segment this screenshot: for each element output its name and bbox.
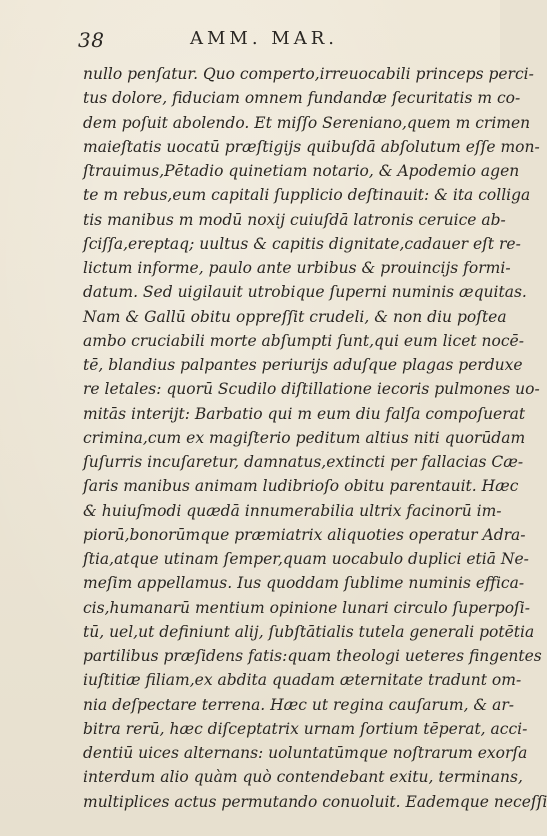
text-line: ſtia,atque utinam ſemper,quam uocabulo duplici etiā Ne- bbox=[83, 550, 529, 568]
text-line: & huiuſmodi quædā innumerabilia ultrix facinorū im- bbox=[83, 501, 502, 520]
text-line: lictum informe, paulo ante urbibus & prouincijs formi- bbox=[83, 259, 511, 277]
text-line: tus dolore, fiduciam omnem fundandæ ſecuritatis m co- bbox=[83, 89, 521, 108]
text-line: dem poſuit abolendo. Et miſſo Sereniano,quem m crimen bbox=[83, 113, 531, 132]
text-line: partilibus præſidens fatis:quam theologi ueteres fingentes bbox=[83, 647, 542, 665]
text-line: ſaris manibus animam ludibrioſo obitu parentauit. Hæc bbox=[83, 477, 519, 496]
text-line: re letales: quorū Scudilo diſtillatione iecoris pulmones uo- bbox=[83, 380, 540, 399]
text-line: Nam & Gallū obitu oppreſſit crudeli, & non diu poſtea bbox=[83, 307, 507, 326]
text-line: tis manibus m modū noxij cuiuſdā latronis ceruice ab- bbox=[83, 210, 506, 229]
text-line: crimina,cum ex magiſterio peditum altius niti quorūdam bbox=[83, 428, 526, 447]
text-line: mitās interijt: Barbatio qui m eum diu falſa compoſuerat bbox=[83, 404, 526, 423]
page-number: 38 bbox=[78, 28, 105, 52]
text-line: cis,humanarū mentium opinione lunari circulo ſuperpoſi- bbox=[83, 598, 530, 617]
text-line: nia deſpectare terrena. Hæc ut regina cauſarum, & ar- bbox=[83, 695, 515, 714]
text-line: ambo cruciabili morte abſumpti ſunt,qui eum licet nocē- bbox=[83, 331, 524, 350]
text-line: multiplices actus permutando conuoluit. Eademque neceſſi bbox=[83, 792, 547, 811]
text-line: tū, uel,ut definiunt alij, ſubſtātialis tutela generali potētia bbox=[83, 622, 535, 641]
text-line: ſtrauimus,Pētadio quinetiam notario, & Apodemio agen bbox=[83, 162, 520, 180]
text-line: meſim appellamus. Ius quoddam ſublime numinis effica- bbox=[83, 574, 525, 593]
text-line: tē, blandius palpantes periurijs aduſque plagas perduxe bbox=[83, 356, 523, 374]
text-line: bitra rerū, hæc diſceptatrix urnam ſortium tēperat, acci- bbox=[83, 719, 528, 738]
text-line: ſciſſa,ereptaq; uultus & capitis dignitate,cadauer eſt re- bbox=[83, 234, 521, 253]
running-head: AMM. MAR. bbox=[190, 28, 339, 49]
text-line: maieſtatis uocatū præſtigijs quibuſdā abſolutum eſſe mon- bbox=[83, 137, 540, 156]
text-line: ſuſurris incuſaretur, damnatus,extincti per fallacias Cæ- bbox=[83, 453, 524, 471]
text-line: nullo penſatur. Quo comperto,irreuocabili princeps perci- bbox=[83, 65, 534, 83]
page-header bbox=[0, 28, 500, 52]
body-text bbox=[83, 62, 547, 814]
text-line: piorū,bonorūmque præmiatrix aliquoties operatur Adra- bbox=[83, 525, 526, 544]
text-line: iuſtitiæ filiam,ex abdita quadam æternitate tradunt om- bbox=[83, 671, 522, 690]
text-line: te m rebus,eum capitali ſupplicio deſtinauit: & ita colliga bbox=[83, 186, 531, 205]
text-line: interdum alio quàm quò contendebant exitu, terminans, bbox=[83, 768, 523, 787]
text-line: dentiū uices alternans: uoluntatūmque noſtrarum exorſa bbox=[83, 744, 528, 762]
text-line: datum. Sed uigilauit utrobique ſuperni numinis æquitas. bbox=[83, 283, 527, 302]
